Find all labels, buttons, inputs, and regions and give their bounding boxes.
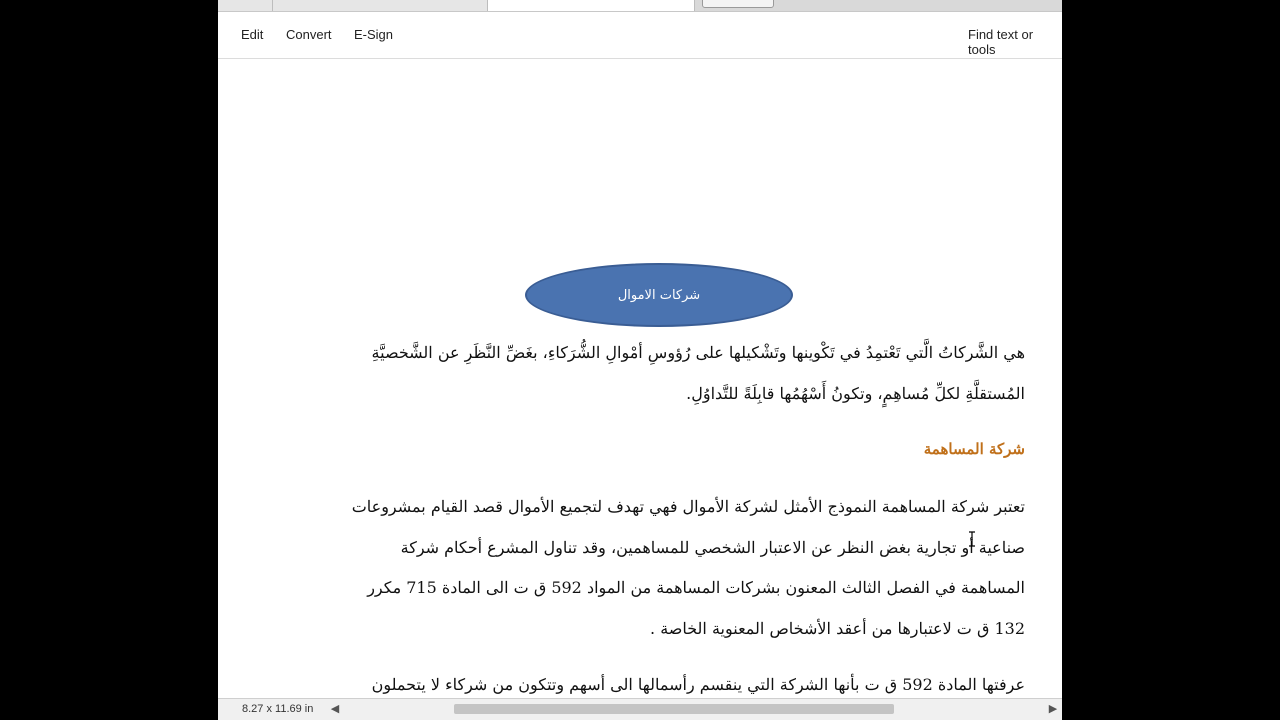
tab-1[interactable]	[218, 0, 273, 11]
tab-strip	[218, 0, 1062, 12]
pdf-viewer	[218, 0, 1062, 720]
paragraph-1-line-1: تعتبر شركة المساهمة النموذج الأمثل لشركة الأموال فهي تهدف لتجميع الأموال قصد القيام بمشروعات	[351, 497, 1025, 516]
scroll-left-icon[interactable]: ◀	[330, 702, 340, 715]
page-size-label: 8.27 x 11.69 in	[242, 703, 314, 715]
text-cursor-icon	[968, 531, 976, 547]
status-bar	[218, 698, 1062, 720]
convert-menu[interactable]: Convert	[286, 27, 332, 42]
title-oval-shape	[525, 263, 793, 327]
horizontal-scrollbar[interactable]	[328, 701, 1060, 717]
scroll-right-icon[interactable]: ▶	[1048, 702, 1058, 715]
document-page	[218, 59, 1062, 699]
tab-active[interactable]	[488, 0, 695, 11]
intro-line-2: المُستقلَّةِ لكلِّ مُساهِمٍ، وتكونُ أَسْهُمُها قابِلَةً للتَّداوُلِ.	[686, 384, 1025, 403]
edit-menu[interactable]: Edit	[241, 27, 264, 42]
scroll-thumb[interactable]	[454, 704, 894, 714]
esign-menu[interactable]: E-Sign	[354, 27, 394, 42]
paragraph-1-line-3: المساهمة في الفصل الثالث المعنون بشركات المساهمة من المواد 592 ق ت الى المادة 715 مكرر	[367, 578, 1025, 597]
intro-line-1: هي الشَّركاتُ الَّتي تَعْتمِدُ في تَكْوينها وتَشْكيلها على رُؤوسِ أمْوالِ الشُّرَكاءِ، بغَضِّ النَّظَرِ عن الشَّخصيَّةِ	[371, 343, 1025, 362]
tab-2[interactable]	[273, 0, 488, 11]
section-heading: شركة المساهمة	[923, 440, 1025, 458]
oval-label: شركات الاموال	[617, 287, 701, 303]
find-tools-search[interactable]: Find text or tools	[968, 27, 1034, 57]
paragraph-2-line-1: عرفتها المادة 592 ق ت بأنها الشركة التي ينقسم رأسمالها الى أسهم وتتكون من شركاء لا يتحملون	[371, 675, 1025, 694]
paragraph-1-line-4: 132 ق ت لاعتبارها من أعقد الأشخاص المعنوية الخاصة .	[650, 619, 1025, 638]
new-tab-button[interactable]	[702, 0, 774, 8]
toolbar	[218, 12, 1062, 59]
paragraph-1-line-2: صناعية أو تجارية بغض النظر عن الاعتبار الشخصي للمساهمين، وقد تناول المشرع أحكام شركة	[400, 538, 1025, 557]
